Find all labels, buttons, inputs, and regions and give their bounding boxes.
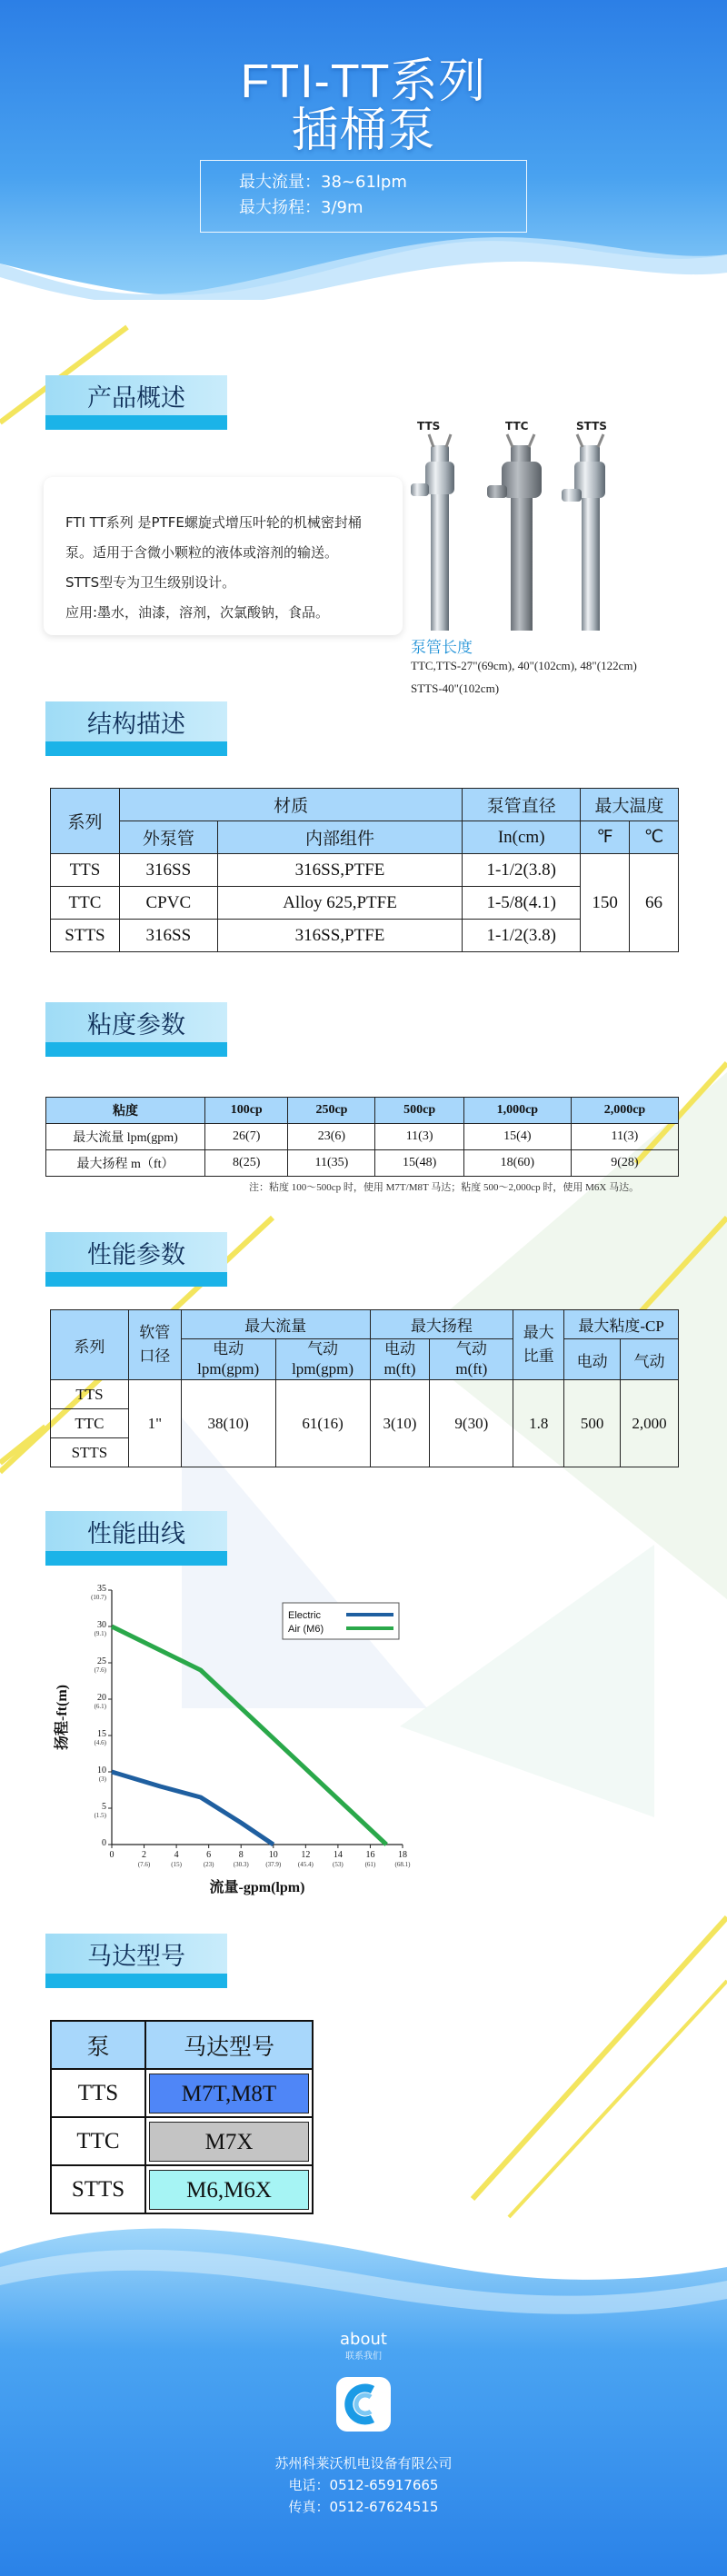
cell: 15(4)	[463, 1124, 571, 1150]
cell-motor: M7X	[149, 2122, 309, 2162]
cell-inner: 316SS,PTFE	[217, 920, 463, 952]
x-tick-label: 2	[142, 1850, 147, 1860]
cell-motor: M7T,M8T	[149, 2074, 309, 2114]
label-unit: m(ft)	[455, 1360, 488, 1378]
x-tick-sublabel: (23)	[203, 1861, 214, 1868]
y-tick-label: 10	[97, 1765, 106, 1775]
x-tick-label: 12	[301, 1850, 311, 1860]
header-inner: 内部组件	[217, 821, 463, 854]
motor-table	[50, 2020, 314, 2214]
section-bar	[45, 1551, 227, 1566]
y-tick-sublabel: (3)	[98, 1775, 106, 1783]
section-title: 结构描述	[45, 701, 227, 741]
header-cell: 100cp	[205, 1098, 288, 1124]
overview-line: 应用:墨水，油漆，溶剂，次氯酸钠，食品。	[65, 604, 330, 621]
cell: 11(35)	[288, 1150, 375, 1177]
cell-temp-f: 150	[581, 854, 630, 952]
header-flow-electric	[181, 1339, 275, 1380]
y-axis-label: 扬程-ft(m)	[55, 1685, 70, 1750]
cell-pump: STTS	[51, 2165, 145, 2213]
y-tick-sublabel: (4.6)	[94, 1739, 106, 1746]
table-row	[46, 1124, 679, 1150]
header-visc-electric: 电动	[564, 1339, 621, 1380]
y-tick-label: 0	[102, 1838, 106, 1848]
section-title: 产品概述	[45, 375, 227, 415]
cell-visc-electric: 500	[564, 1380, 621, 1467]
header-outer: 外泵管	[119, 821, 217, 854]
footer-about: about	[340, 2330, 387, 2349]
cell-pump: TTS	[51, 2069, 145, 2117]
x-tick-label: 16	[365, 1850, 375, 1860]
tube-length-line: STTS-40"(102cm)	[411, 681, 500, 695]
table-row	[51, 2069, 313, 2117]
cell-series: TTS	[51, 854, 120, 887]
performance-table	[50, 1309, 679, 1467]
x-tick-sublabel: (37.9)	[265, 1861, 282, 1868]
x-tick-label: 0	[109, 1850, 115, 1860]
cell-flow-electric: 38(10)	[181, 1380, 275, 1467]
hero-spec-box	[200, 160, 527, 233]
legend-label: Air (M6)	[288, 1624, 324, 1635]
legend-label: Electric	[288, 1610, 322, 1621]
row-label: 最大扬程 m（ft）	[46, 1150, 205, 1177]
x-tick-sublabel: (7.6)	[137, 1861, 151, 1868]
section-label-overview	[45, 375, 227, 430]
cell-motor: M6,M6X	[149, 2170, 309, 2210]
cell-sg: 1.8	[513, 1380, 564, 1467]
cell-outer: 316SS	[119, 854, 217, 887]
pump-label-stts: STTS	[576, 420, 607, 433]
viscosity-note: 注：粘度 100～500cp 时，使用 M7T/M8T 马达；粘度 500～2,000cp 时，使用 M6X 马达。	[249, 1182, 640, 1193]
header-f: ℉	[581, 821, 630, 854]
cell-head-electric: 3(10)	[370, 1380, 430, 1467]
pump-label-tts: TTS	[417, 420, 441, 433]
cell-temp-c: 66	[630, 854, 679, 952]
y-tick-label: 20	[97, 1693, 106, 1703]
y-tick-sublabel: (10.7)	[91, 1594, 106, 1601]
table-row	[51, 2117, 313, 2165]
footer-about-cn: 联系我们	[345, 2352, 382, 2362]
section-title: 性能曲线	[45, 1511, 227, 1551]
label-unit: lpm(gpm)	[292, 1360, 354, 1378]
header-max-head: 最大扬程	[370, 1310, 513, 1339]
y-tick-sublabel: (7.6)	[94, 1666, 106, 1674]
header-hose: 软管 口径	[128, 1310, 181, 1380]
section-title: 马达型号	[45, 1934, 227, 1974]
cell-diameter: 1-1/2(3.8)	[463, 854, 581, 887]
overview-line: STTS型专为卫生级别设计。	[65, 574, 236, 591]
hero-banner	[0, 0, 727, 300]
cell-inner: Alloy 625,PTFE	[217, 887, 463, 920]
cell: 11(3)	[375, 1124, 463, 1150]
pump-illustration	[411, 418, 683, 632]
y-tick-label: 30	[97, 1620, 106, 1630]
footer-phone: 电话：0512-65917665	[288, 2477, 439, 2493]
x-tick-label: 10	[268, 1850, 278, 1860]
header-max-sg: 最大 比重	[513, 1310, 564, 1380]
header-pump: 泵	[51, 2021, 145, 2069]
header-motor: 马达型号	[145, 2021, 313, 2069]
section-bar	[45, 1042, 227, 1057]
section-label-viscosity	[45, 1002, 227, 1057]
cell: 8(25)	[205, 1150, 288, 1177]
header-head-electric	[370, 1339, 430, 1380]
hero-title-line2: 插桶泵	[291, 104, 436, 157]
header-series: 系列	[51, 789, 120, 854]
structure-table	[50, 788, 679, 952]
overview-card	[44, 477, 403, 635]
header-cell: 2,000cp	[571, 1098, 678, 1124]
series-line-electric	[112, 1772, 274, 1845]
cell: 26(7)	[205, 1124, 288, 1150]
performance-curve-chart	[50, 1581, 432, 1908]
cell: 18(60)	[463, 1150, 571, 1177]
section-label-performance	[45, 1232, 227, 1287]
label-electric: 电动	[383, 1340, 415, 1358]
pump-images	[411, 418, 683, 632]
pump-label-ttc: TTC	[505, 420, 529, 433]
cell: 9(28)	[571, 1150, 678, 1177]
x-tick-label: 6	[206, 1850, 212, 1860]
header-head-air	[430, 1339, 513, 1380]
header-cell: 500cp	[375, 1098, 463, 1124]
label-unit: lpm(gpm)	[197, 1360, 260, 1378]
table-row	[51, 854, 679, 887]
header-series: 系列	[51, 1310, 129, 1380]
header-diameter: 泵管直径	[463, 789, 581, 821]
table-row	[51, 2165, 313, 2213]
cell-head-air: 9(30)	[430, 1380, 513, 1467]
footer-fax: 传真：0512-67624515	[288, 2499, 439, 2515]
cell-series: TTC	[51, 887, 120, 920]
spec-max-flow: 最大流量：38~61lpm	[239, 173, 407, 192]
cell-visc-air: 2,000	[621, 1380, 679, 1467]
x-tick-label: 18	[398, 1850, 407, 1860]
section-title: 性能参数	[45, 1232, 227, 1272]
x-axis-label: 流量-gpm(lpm)	[209, 1880, 305, 1895]
cell-motor-wrap	[145, 2117, 313, 2165]
x-tick-sublabel: (68.1)	[394, 1861, 411, 1868]
x-tick-sublabel: (30.3)	[233, 1861, 249, 1868]
section-title: 粘度参数	[45, 1002, 227, 1042]
hero-title-line1: FTI-TT系列	[240, 55, 487, 108]
header-max-temp: 最大温度	[581, 789, 679, 821]
cell: 15(48)	[375, 1150, 463, 1177]
y-tick-label: 35	[97, 1584, 106, 1594]
cell-series: STTS	[51, 920, 120, 952]
cell: 11(3)	[571, 1124, 678, 1150]
header-c: ℃	[630, 821, 679, 854]
header-cell: 250cp	[288, 1098, 375, 1124]
x-tick-sublabel: (53)	[333, 1861, 344, 1868]
overview-line: FTI TT系列 是PTFE螺旋式增压叶轮的机械密封桶	[65, 514, 362, 531]
footer	[0, 2217, 727, 2576]
y-tick-label: 5	[102, 1802, 106, 1812]
cell-flow-air: 61(16)	[275, 1380, 370, 1467]
header-unit: In(cm)	[463, 821, 581, 854]
cell-motor-wrap	[145, 2069, 313, 2117]
header-max-visc: 最大粘度-CP	[564, 1310, 679, 1339]
x-tick-label: 4	[174, 1850, 179, 1860]
x-tick-sublabel: (45.4)	[297, 1861, 314, 1868]
series-line-air-m6-	[112, 1626, 386, 1845]
section-label-structure	[45, 701, 227, 756]
cell-inner: 316SS,PTFE	[217, 854, 463, 887]
section-bar	[45, 1272, 227, 1287]
spec-max-head: 最大扬程：3/9m	[239, 198, 364, 217]
y-tick-sublabel: (1.5)	[94, 1812, 106, 1819]
y-tick-sublabel: (9.1)	[94, 1630, 106, 1637]
header-visc-air: 气动	[621, 1339, 679, 1380]
table-header-row	[46, 1098, 679, 1124]
cell-motor-wrap	[145, 2165, 313, 2213]
section-bar	[45, 415, 227, 430]
cell-pump: TTC	[51, 2117, 145, 2165]
y-tick-label: 15	[97, 1729, 106, 1739]
cell-series: STTS	[51, 1438, 129, 1467]
x-tick-sublabel: (15)	[171, 1861, 182, 1868]
cell-series: TTC	[51, 1409, 129, 1438]
cell: 23(6)	[288, 1124, 375, 1150]
label-unit: m(ft)	[383, 1360, 416, 1378]
footer-company: 苏州科莱沃机电设备有限公司	[274, 2455, 453, 2472]
label-air: 气动	[307, 1340, 339, 1358]
section-label-curve	[45, 1511, 227, 1566]
x-tick-sublabel: (61)	[364, 1861, 376, 1868]
tube-length-title: 泵管长度	[411, 639, 473, 656]
cell-diameter: 1-1/2(3.8)	[463, 920, 581, 952]
y-tick-sublabel: (6.1)	[94, 1703, 106, 1710]
header-max-flow: 最大流量	[181, 1310, 370, 1339]
header-cell: 1,000cp	[463, 1098, 571, 1124]
header-flow-air	[275, 1339, 370, 1380]
cell-series: TTS	[51, 1380, 129, 1409]
section-bar	[45, 1974, 227, 1988]
header-cell: 粘度	[46, 1098, 205, 1124]
table-row	[46, 1150, 679, 1177]
viscosity-table	[45, 1097, 679, 1177]
cell-diameter: 1-5/8(4.1)	[463, 887, 581, 920]
y-tick-label: 25	[97, 1656, 106, 1666]
tube-length-line: TTC,TTS-27"(69cm), 40"(102cm), 48"(122cm)	[411, 659, 637, 672]
section-bar	[45, 741, 227, 756]
x-tick-label: 8	[238, 1850, 244, 1860]
table-row	[51, 1380, 679, 1409]
overview-line: 泵。适用于含微小颗粒的液体或溶剂的输送。	[65, 544, 339, 561]
company-logo-icon	[336, 2377, 391, 2432]
header-material: 材质	[119, 789, 462, 821]
x-tick-label: 14	[333, 1850, 343, 1860]
label-air: 气动	[455, 1340, 487, 1358]
label-electric: 电动	[213, 1340, 244, 1358]
row-label: 最大流量 lpm(gpm)	[46, 1124, 205, 1150]
cell-hose: 1"	[128, 1380, 181, 1467]
cell-outer: 316SS	[119, 920, 217, 952]
section-label-motor	[45, 1934, 227, 1988]
cell-outer: CPVC	[119, 887, 217, 920]
